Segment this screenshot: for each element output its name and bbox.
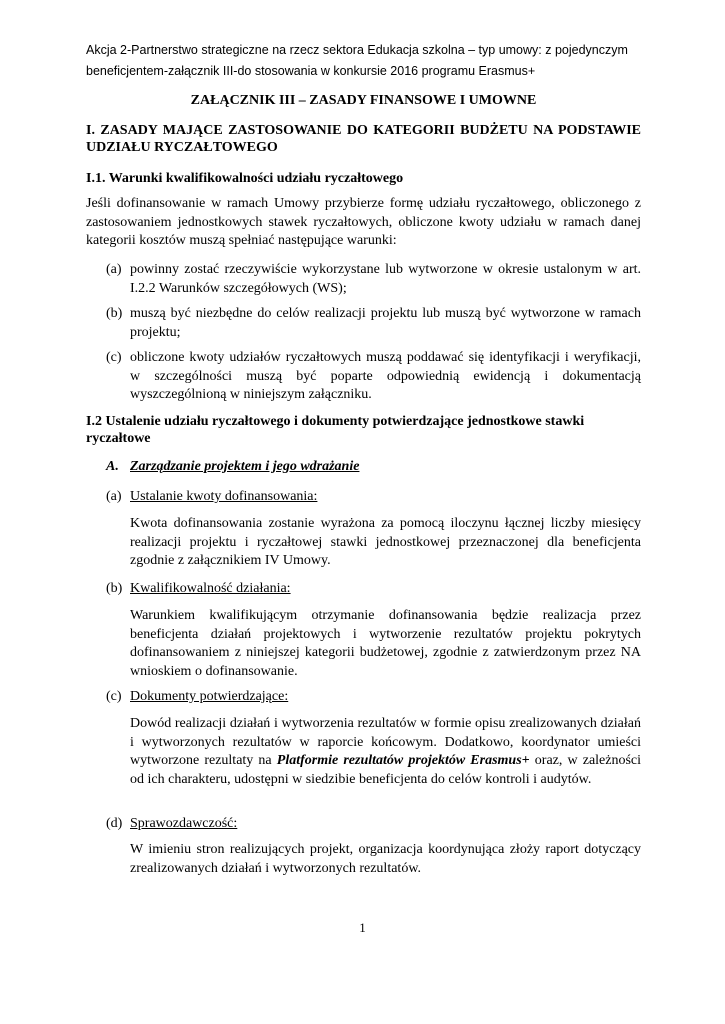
header-line-2: beneficjentem-załącznik III-do stosowania w konkursie 2016 programu Erasmus+	[86, 64, 536, 78]
erasmus-platform-name: Platformie rezultatów projektów Erasmus+	[276, 753, 530, 768]
rule-item-b	[106, 580, 641, 599]
item-text: powinny zostać rzeczywiście wykorzystane lub wytworzone w okresie ustalonym w art. I.2.2 Warunków szczegółowych (WS);	[130, 262, 641, 296]
item-marker: (d)	[106, 816, 123, 831]
item-label: Ustalanie kwoty dofinansowania:	[130, 489, 318, 504]
subsection-a-marker: A.	[106, 459, 119, 474]
rule-item-d-body: W imieniu stron realizujących projekt, organizacja koordynująca złoży raport dotyczący zrealizowanych działań i wytworzonych rezultatów.	[130, 842, 641, 876]
item-label: Sprawozdawczość:	[130, 816, 238, 831]
rule-item-c-body-post: oraz, w zależności od ich charakteru, udostępni w siedzibie beneficjenta do celów kontroli i audytów.	[130, 753, 642, 787]
rule-item-c-body	[130, 715, 641, 789]
item-marker: (b)	[106, 306, 123, 321]
subsection-a-heading	[106, 458, 359, 476]
rule-item-c	[106, 688, 641, 707]
item-text: obliczone kwoty udziałów ryczałtowych muszą poddawać się identyfikacji i weryfikacji, w szczególności muszą być poparte odpowiednią ewidencją i dokumentacją wyszczególnioną w niniejszym załączniku.	[130, 350, 641, 402]
item-marker: (a)	[106, 262, 122, 277]
section-1-2-heading: I.2 Ustalenie udziału ryczałtowego i dokumenty potwierdzające jednostkowe stawki ryczałtowe	[86, 414, 585, 446]
rule-item-b-body: Warunkiem kwalifikującym otrzymanie dofinansowania będzie realizacja przez beneficjenta działań projektowych i wytworzenie rezultatów projektu pokrytych dofinansowaniem z niniejszej kategorii budżetowej, zgodnie z zatwierdzonym przez NA wnioskiem o dofinansowanie.	[130, 608, 641, 679]
rule-item-a-body: Kwota dofinansowania zostanie wyrażona za pomocą iloczynu łącznej liczby miesięcy realizacji projektu i ryczałtowej stawki jednostkowej przeznaczonej dla beneficjenta zgodnie z załącznikiem IV Umowy.	[130, 516, 641, 568]
item-label: Dokumenty potwierdzające:	[130, 689, 289, 704]
header-line-1: Akcja 2-Partnerstwo strategiczne na rzecz sektora Edukacja szkolna – typ umowy: z pojedynczym	[86, 43, 628, 57]
rule-item-d	[106, 815, 641, 834]
annex-title: ZAŁĄCZNIK III – ZASADY FINANSOWE I UMOWNE	[190, 93, 537, 108]
section-1-1-heading: I.1. Warunki kwalifikowalności udziału ryczałtowego	[86, 171, 404, 186]
item-label: Kwalifikowalność działania:	[130, 581, 291, 596]
item-marker: (a)	[106, 489, 122, 504]
section-1-heading: I. ZASADY MAJĄCE ZASTOSOWANIE DO KATEGORII BUDŻETU NA PODSTAWIE UDZIAŁU RYCZAŁTOWEGO	[86, 123, 641, 155]
condition-item-a	[106, 261, 641, 298]
condition-item-c	[106, 349, 641, 405]
rule-item-a	[106, 488, 641, 507]
item-marker: (b)	[106, 581, 123, 596]
item-marker: (c)	[106, 689, 122, 704]
condition-item-b	[106, 305, 641, 342]
item-text: muszą być niezbędne do celów realizacji projektu lub muszą być wytworzone w ramach projektu;	[130, 306, 641, 340]
item-marker: (c)	[106, 350, 122, 365]
rule-item-c-body-pre: Dowód realizacji działań i wytworzenia rezultatów w formie opisu zrealizowanych działań i wytworzonych rezultatów w raporcie końcowym. Dodatkowo, koordynator umieści wytworzone rezultaty na	[130, 716, 641, 768]
subsection-a-title: Zarządzanie projektem i jego wdrażanie	[130, 459, 360, 474]
section-1-1-intro: Jeśli dofinansowanie w ramach Umowy przybierze formę udziału ryczałtowego, obliczonego z zastosowaniem jednostkowych stawek ryczałtowych, obliczone kwoty udziału w ramach danej kategorii kosztów muszą spełniać następujące warunki:	[86, 196, 641, 248]
page-number: 1	[359, 920, 366, 935]
document-header	[86, 40, 646, 82]
